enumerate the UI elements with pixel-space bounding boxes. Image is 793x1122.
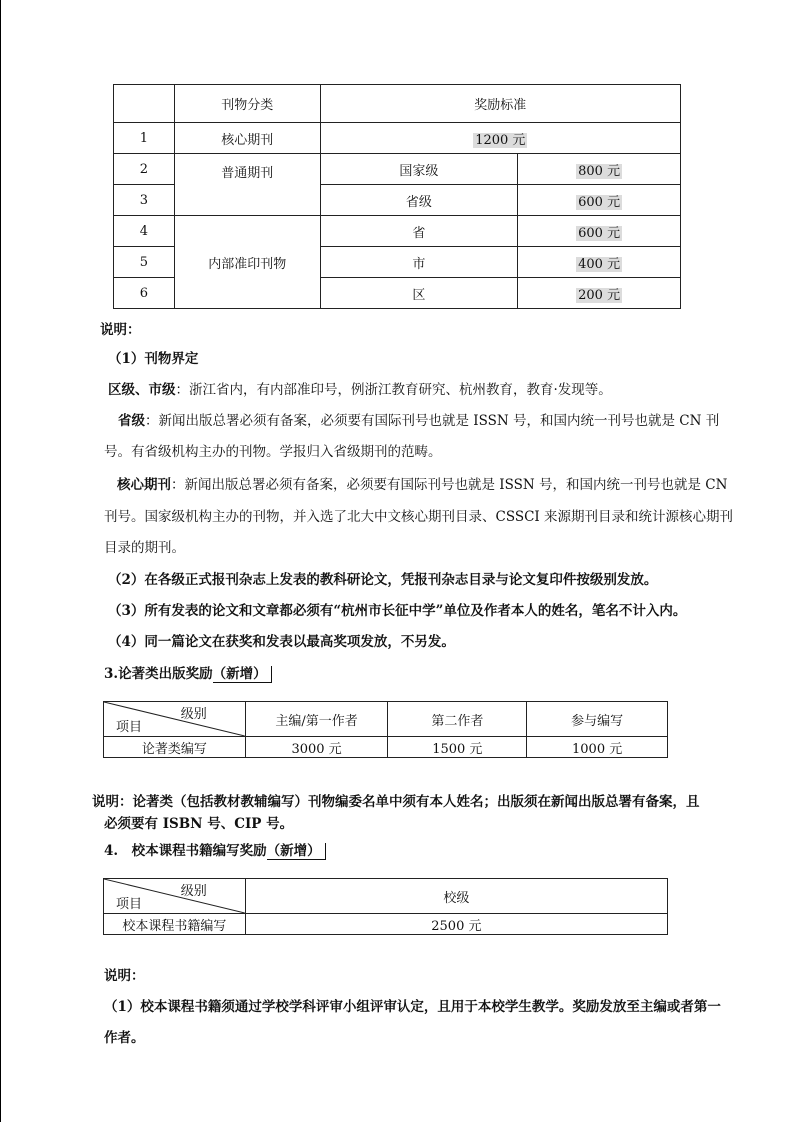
row-category: 内部准印刊物: [174, 216, 320, 309]
row-number: 6: [114, 278, 175, 309]
reward-value: 1500 元: [388, 737, 527, 758]
reward-value: 600 元: [578, 194, 621, 210]
row-level: 区: [320, 278, 518, 309]
table-row: [114, 123, 681, 154]
notes-sub1: （1）刊物界定: [108, 351, 199, 367]
section4-note-item1: （1）校本课程书籍须通过学校学科评审小组评审认定，且用于本校学生教学。奖励发放至主编或者第一: [104, 999, 721, 1015]
note-item-3: （3）所有发表的论文和文章都必须有“杭州市长征中学”单位及作者本人的姓名，笔名不计入内。: [108, 603, 687, 619]
school-course-reward-table: [103, 878, 668, 935]
paragraph-province-cont: 号。有省级机构主办的刊物。学报归入省级期刊的范畴。: [104, 444, 442, 460]
note-item-4: （4）同一篇论文在获奖和发表以最高奖项发放，不另发。: [108, 634, 455, 650]
row-reward: [518, 247, 681, 278]
header-chief-editor: 主编/第一作者: [245, 702, 388, 737]
paragraph-province: [118, 410, 719, 432]
reward-value: 600 元: [578, 225, 621, 241]
section4-note-heading: 说明：: [104, 968, 145, 984]
new-tag: （新增）: [213, 666, 272, 683]
row-reward: [518, 216, 681, 247]
row-level: 省级: [320, 185, 518, 216]
reward-value: 1000 元: [527, 737, 668, 758]
table-row: [104, 737, 668, 758]
diag-bottom-label: 项目: [116, 897, 143, 912]
notes-heading: 说明：: [100, 322, 141, 338]
table-header-row: [114, 85, 681, 123]
section4-title-text: 4. 校本课程书籍编写奖励: [104, 843, 267, 859]
page-left-border: [0, 0, 1, 1122]
table-cell: [114, 85, 175, 123]
section3-title: [104, 663, 272, 685]
table-header-row: [104, 702, 668, 737]
paragraph-core-cont2: 目录的期刊。: [104, 540, 185, 556]
diag-top-label: 级别: [180, 707, 207, 722]
row-number: 1: [114, 123, 175, 154]
section3-title-text: 3.论著类出版奖励: [104, 666, 213, 682]
section4-title: [104, 840, 326, 862]
row-reward: [518, 278, 681, 309]
row-number: 5: [114, 247, 175, 278]
label-core: 核心期刊: [117, 477, 171, 493]
row-category: 核心期刊: [174, 123, 320, 154]
row-reward: [320, 123, 680, 154]
table-row: [104, 914, 668, 935]
label-province: 省级: [118, 413, 145, 429]
diagonal-header-cell: [104, 702, 246, 737]
paragraph-district: [108, 379, 612, 401]
reward-value: 2500 元: [245, 914, 667, 935]
paragraph-core: [117, 474, 727, 496]
text-district: ：浙江省内，有内部准印号，例浙江教育研究、杭州教育，教育·发现等。: [175, 382, 612, 398]
diag-bottom-label: 项目: [116, 720, 143, 735]
header-contributor: 参与编写: [527, 702, 668, 737]
publication-reward-table: [103, 701, 668, 758]
row-reward: [518, 154, 681, 185]
reward-value: 800 元: [578, 163, 621, 179]
text-core: ：新闻出版总署必须有备案，必须要有国际刊号也就是 ISSN 号，和国内统一刊号也就是 CN: [171, 477, 728, 493]
row-level: 市: [320, 247, 518, 278]
table-header-row: [104, 879, 668, 914]
section3-note-line1: 说明：论著类（包括教材教辅编写）刊物编委名单中须有本人姓名；出版须在新闻出版总署有备案，且: [92, 794, 700, 810]
text-province: ：新闻出版总署必须有备案，必须要有国际刊号也就是 ISSN 号，和国内统一刊号也就是 CN 刊: [145, 413, 720, 429]
table-row: [114, 216, 681, 247]
reward-value: 400 元: [578, 256, 621, 272]
note-item-2: （2）在各级正式报刊杂志上发表的教科研论文，凭报刊杂志目录与论文复印件按级别发放。: [108, 572, 658, 588]
header-second-author: 第二作者: [388, 702, 527, 737]
diag-top-label: 级别: [180, 884, 207, 899]
diagonal-header-cell: [104, 879, 246, 914]
label-district: 区级、市级: [108, 382, 176, 398]
row-label: 校本课程书籍编写: [104, 914, 246, 935]
reward-value: 1200 元: [475, 132, 526, 148]
section3-note-line2: 必须要有 ISBN 号、CIP 号。: [104, 816, 294, 832]
table-row: [114, 154, 681, 185]
new-tag: （新增）: [267, 843, 326, 860]
row-label: 论著类编写: [104, 737, 246, 758]
row-number: 4: [114, 216, 175, 247]
header-category: 刊物分类: [174, 85, 320, 123]
journal-reward-table: [113, 84, 681, 309]
row-category: 普通期刊: [174, 154, 320, 216]
reward-value: 200 元: [578, 287, 621, 303]
reward-value: 3000 元: [245, 737, 388, 758]
paragraph-core-cont: 刊号。国家级机构主办的刊物，并入选了北大中文核心期刊目录、CSSCI 来源期刊目录和统计源核心期刊: [104, 509, 734, 525]
row-level: 国家级: [320, 154, 518, 185]
header-school-level: 校级: [245, 879, 667, 914]
section4-note-item1-cont: 作者。: [104, 1030, 145, 1046]
row-level: 省: [320, 216, 518, 247]
row-number: 2: [114, 154, 175, 185]
row-reward: [518, 185, 681, 216]
header-reward: 奖励标准: [320, 85, 680, 123]
row-number: 3: [114, 185, 175, 216]
